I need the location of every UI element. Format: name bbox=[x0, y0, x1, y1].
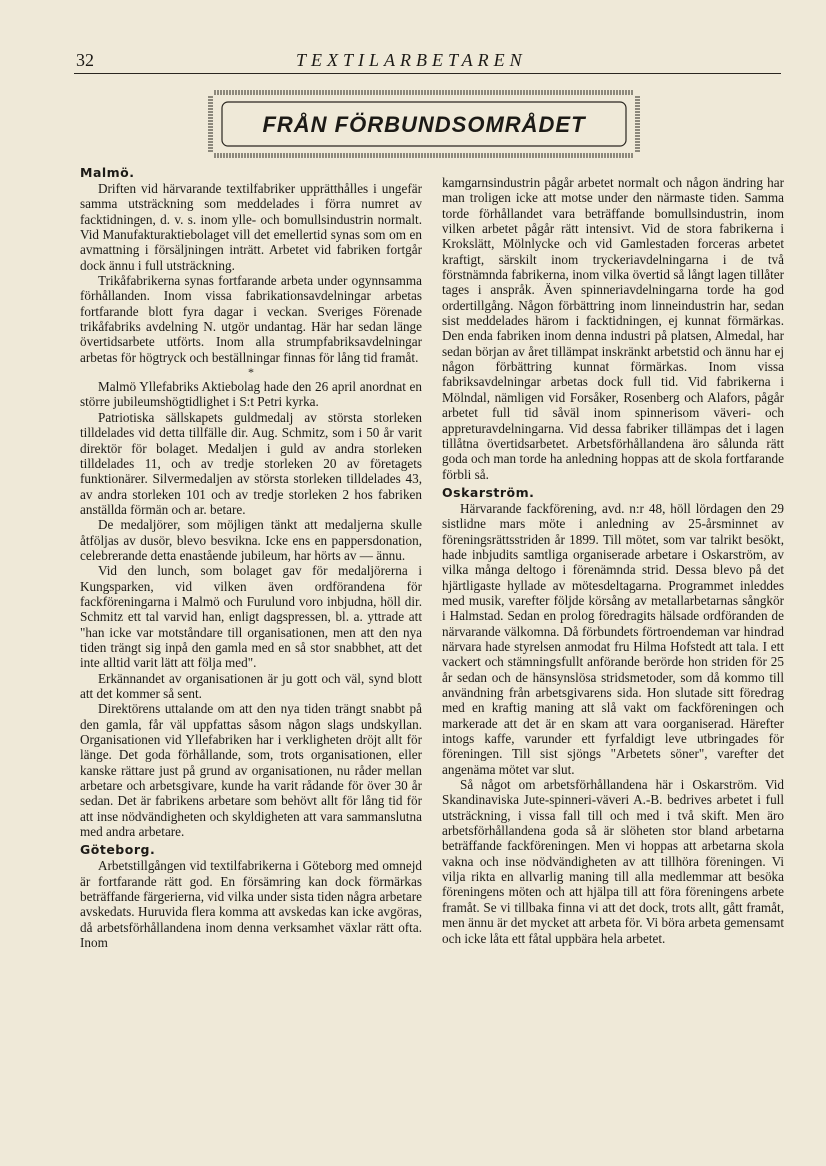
malmo-paragraph-8: Direktörens uttalande om att den nya tiden trängt snabbt på den gamla, får väl uppfattas såsom någon slags undskyllan. Organisationen vid Yllefabriken har i verkligheten dröjt allt för länge. Det goda förhållande, som, trots organisationen, eller kanske rättare just på grund av organisationen, nu råder mellan arbetare och arbetsgivare, kunde ha varit rådande för över 30 år sedan. Det är fabrikens arbetare som behövt allt för lång tid för att inse nödvändigheten och skyldigheten att vara sammanslutna med andra arbetare. bbox=[80, 701, 422, 840]
magazine-title: TEXTILARBETAREN bbox=[296, 50, 527, 70]
goteborg-heading: Göteborg. bbox=[80, 842, 156, 858]
page-number: 32 bbox=[76, 50, 94, 70]
oskarstrom-paragraph-2: Så något om arbetsförhållandena här i Oskarström. Vid Skandinaviska Jute-spinneri-väveri A.-B. bedrives arbetet i full utsträckning, i vissa fall till och med i två skift. Men äro arbetsförhållandena goda så är slöheten stor bland arbetarna beträffande fackföreningen. Men vi hoppas att arbetarna skola vakna och inse nödvändigheten av att tillhöra föreningen. Vi vilja rikta en allvarlig maning till alla medlemmar att besöka föreningens möten och att hjälpa till att föra föreningens arbete framåt. Se vi tillbaka finna vi att det dock, trots allt, gått framåt, men ännu är det mycket att arbeta för. Vi böra arbeta gemensamt och icke låta ett fåtal uppbära hela arbetet. bbox=[442, 777, 784, 946]
malmo-paragraph-3: Malmö Yllefabriks Aktiebolag hade den 26 april anordnat en större jubileumshögtidlighet i S:t Petri kyrka. bbox=[80, 379, 422, 410]
malmo-paragraph-2: Trikåfabrikerna synas fortfarande arbeta under ogynnsamma förhållanden. Inom vissa fabrikationsavdelningar arbetas fortfarande blott fyra dagar i veckan. Sveriges Förenade trikåfabriks avdelning N. utgör undantag. Här har sedan länge övertidsarbete utförts. Inom alla strumpfabriksavdelningar arbetas för högtryck och beställningar finnas för lång tid framåt. bbox=[80, 273, 422, 365]
section-title: FRÅN FÖRBUNDSOMRÅDET bbox=[262, 112, 586, 137]
malmo-paragraph-6: Vid den lunch, som bolaget gav för medaljörerna i Kungsparken, vid vilken även ordförandena för fackföreningarna i Malmö och Furulund voro inbjudna, höll dir. Schmitz ett tal varvid han, enligt dagspressen, bl. a. yttrade att "han icke var motståndare till organisationen, men att den nya tiden trängt sig inpå den gamla med en så stor snabbhet, att det inte alltid varit lätt att följa med". bbox=[80, 563, 422, 671]
malmo-paragraph-5: De medaljörer, som möjligen tänkt att medaljerna skulle åtföljas av dusör, blevo besvikna. Icke ens en pappersdonation, celebrerande detta enastående jubileum, har hörts av — ännu. bbox=[80, 517, 422, 563]
left-column bbox=[80, 162, 422, 951]
section-banner bbox=[208, 90, 640, 158]
malmo-heading: Malmö. bbox=[80, 165, 135, 180]
oskarstrom-heading: Oskarström. bbox=[442, 484, 535, 500]
malmo-paragraph-7: Erkännandet av organisationen är ju gott och väl, synd blott att det kommer så sent. bbox=[80, 670, 422, 701]
right-column bbox=[442, 175, 784, 946]
oskarstrom-paragraph-1: Härvarande fackförening, avd. n:r 48, höll lördagen den 29 sistlidne mars möte i anledning av 25-årsminnet av föreningsrättsstriden år 1899. Till mötet, som var talrikt besökt, hade inbjudits samtliga organiserade arbetare i Oskarström, av vilka många deltogo i förenämnda strid. Dessa blevo på det hjärtligaste hyllade av mötesdeltagarna. Programmet inleddes med musik, varefter följde körsång av metallarbetarnas sångkör i Halmstad. Sedan en prolog föredragits hälsade ordföranden de närvarande välkomna. Då förbundets förtroendeman var hindrad närvara hade styrelsen anmodat fru Hilma Hofstedt att tala. I ett vackert och stämningsfullt anförande berörde hon striden för 25 år sedan och de hänsynslösa stridsmetoder, som då kommo till användning från arbetsgivarens sida. Hon slutade sitt föredrag med en kraftig maning att slå vakt om fackföreningen och markerade att det är en skam att vara oorganiserad. Härefter intogs kaffe, varunder ett fyrfaldigt leve utbringades för föreningen. Till sist sjöngs "Arbetets söner", varefter det angenäma mötet var slut. bbox=[442, 500, 784, 777]
goteborg-paragraph-continued: kamgarnsindustrin pågår arbetet normalt och någon ändring har man troligen icke att motse under den närmaste tiden. Samma torde förhållandet vara beträffande bomullsindustrin, inom vilken arbetet pågår rätt intensivt. Vid de stora fabrikerna i Krokslätt, Mölnlycke och vid Gamlestaden forceras arbetet kraftigt, särskilt inom tryckeriavdelningarna i de två förstnämnda fabrikerna, inom vilka övertid så långt lagen tillåter tages i anspråk. Även spinneriavdelningarna torde ha god ordertillgång. Någon förbättring inom linneindustrin har, sedan sist meddelades härom i facktidningen, ej kunnat förmärkas. Den enda fabriken inom denna industri på platsen, Almedal, har sedan början av året tillämpat inskränkt arbetstid och ännu har ej någon förbättring kunnat förmärkas. Inom vissa fabriksavdelningar arbetas dock full tid. Vid fabrikerna i Mölndal, nämligen vid Forsåker, Rosenberg och Alafors, pågår arbetet full tid såväl inom spinnerisom väveri- och appreturavdelningarna. Vid dessa fabriker tillämpas det i lagen tillåtna övertidsarbetet. Arbetsförhållandena äro sålunda rätt goda och man torde ha anledning hoppas att de skola fortfarande förbli så. bbox=[442, 175, 784, 482]
section-asterisk: * bbox=[248, 365, 254, 380]
banner-top-band bbox=[214, 90, 634, 95]
banner-bottom-band bbox=[214, 153, 634, 158]
malmo-paragraph-1: Driften vid härvarande textilfabriker upprätthålles i ungefär samma utsträckning som meddelades i förra numret av facktidningen, d. v. s. inom ylle- och bomullsindustrin normalt. Vid Manufakturaktiebolaget vill det emellertid synas som om en avmattning i försäljningen inträtt. Arbetet vid fabriken fortgår dock ännu i full utsträckning. bbox=[80, 181, 422, 273]
header-rule bbox=[74, 73, 781, 74]
goteborg-paragraph-1: Arbetstillgången vid textilfabrikerna i Göteborg med omnejd är fortfarande rätt god. En försämring kan dock förmärkas beträffande färgerierna, vid vilka under sista tiden några arbetare avskedats. Huruvida flera komma att avskedas kan icke avgöras, då arbetsförhållandena inom denna verksamhet växlar rätt ofta. Inom bbox=[80, 858, 422, 951]
malmo-paragraph-4: Patriotiska sällskapets guldmedalj av största storleken tilldelades vid detta tillfälle dir. Aug. Schmitz, som i 50 år varit direktör för bolaget. Medaljen i guld av andra storleken tilldelades 11, och av tredje storleken 20 av företagets funktionärer. Silvermedaljen av största storleken tilldelades 43, av andra storleken 101 och av tredje storleken 2 hos fabriken anställda förmän och ar. betare. bbox=[80, 409, 422, 517]
